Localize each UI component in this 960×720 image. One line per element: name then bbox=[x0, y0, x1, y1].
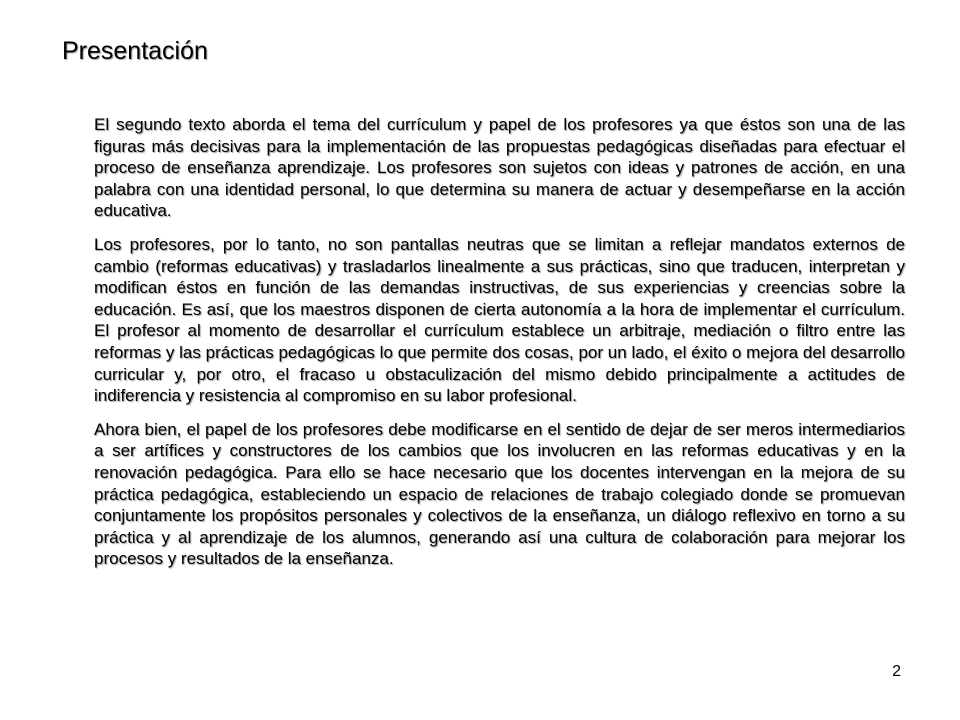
paragraph-1: El segundo texto aborda el tema del currículum y papel de los profesores ya que éstos son una de las figuras más decisivas para la implementación de las propuestas pedagógicas diseñadas para efectuar el proceso de enseñanza aprendizaje. Los profesores son sujetos con ideas y patrones de acción, en una palabra con una identidad personal, lo que determina su manera de actuar y desempeñarse en la acción educativa. bbox=[94, 115, 905, 221]
paragraph-3: Ahora bien, el papel de los profesores debe modificarse en el sentido de dejar de ser meros intermediarios a ser artífices y constructores de los cambios que los involucren en las reformas educativas y en la renovación pedagógica. Para ello se hace necesario que los docentes intervengan en la mejora de su práctica pedagógica, estableciendo un espacio de relaciones de trabajo colegiado donde se promuevan conjuntamente los propósitos personales y colectivos de la enseñanza, un diálogo reflexivo en torno a su práctica y al aprendizaje de los alumnos, generando así una cultura de colaboración para mejorar los procesos y resultados de la enseñanza. bbox=[94, 419, 905, 569]
page-number: 2 bbox=[892, 663, 901, 680]
slide-title: Presentación bbox=[62, 37, 208, 65]
paragraph-2: Los profesores, por lo tanto, no son pantallas neutras que se limitan a reflejar mandatos externos de cambio (reformas educativas) y trasladarlos linealmente a sus prácticas, sino que traducen, interpretan y modifican éstos en función de las demandas instructivas, de sus experiencias y creencias sobre la educación. Es así, que los maestros disponen de cierta autonomía a la hora de implementar el currículum. El profesor al momento de desarrollar el currículum establece un arbitraje, mediación o filtro entre las reformas y las prácticas pedagógicas lo que permite dos cosas, por un lado, el éxito o mejora del desarrollo curricular y, por otro, el fracaso u obstaculización del mismo debido principalmente a actitudes de indiferencia y resistencia al compromiso en su labor profesional. bbox=[94, 234, 905, 406]
slide-body bbox=[94, 114, 905, 582]
